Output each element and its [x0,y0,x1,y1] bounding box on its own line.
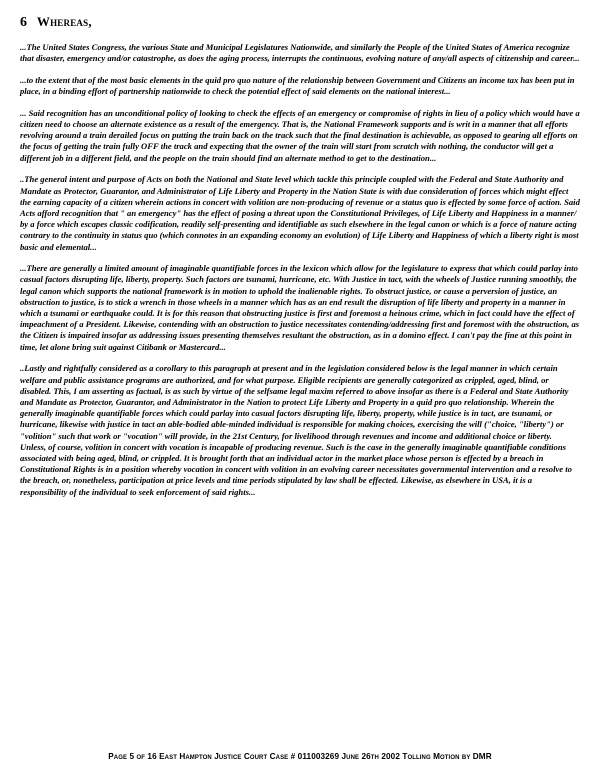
paragraph-2: ...to the extent that of the most basic elements in the quid pro quo nature of the relationship between Government and Citizens an income tax has been put in place, in a binding effort of partnership nationwide to check the potential effect of said elements on the national interest... [20,74,575,97]
paragraph-5: ...There are generally a limited amount of imaginable quantifiable forces in the lexicon which allow for the legislature to express that which could parlay into casual factors disrupting life, liberty, property. Such factors are tsunami, hurricane, etc. With Justice in tact, with the wheels of Justice running smoothly, the legal canon which supports the national framework is in motion to uphold the inalienable rights. To obstruct justice, or cause a perversion of justice, an obstruction to justice, is to stick a wrench in those wheels in a manner which has as an end result the disruption of life liberty and property in a manner in which a tsunami or earthquake could. It is for this reason that obstructing justice is first and foremost a heinous crime, which in fact could have the effect of impeachment of a President. Likewise, contending with an obstruction to justice necessitates contending/addressing first and foremost with the obstruction, as the Citizen is impaired insofar as addressing issues presenting themselves resultant the obstruction, as in a domino effect. I can't pay the fine at this point in time, let alone bring suit against Citibank or Mastercard... [20,263,580,352]
paragraph-4: ..The general intent and purpose of Acts on both the National and State level which tackle this principle coupled with the Federal and State Authority and Mandate as Protector, Guarantor, and Administrator of Life Liberty and Property in the Nation State is with due consideration of forces which might effect the earning capacity of a citizen wherein actions in concert with volition are non-producing of revenue or a status quo is effected by some force of action. Said Acts afford recognition that " an emergency" has the effect of posing a threat upon the Constitutional Privileges, of Life Liberty and Happiness in a manner/ by a force which escapes classic codification, readily self-presenting and identifiable as such elsewhere in the legal canon or which is a force of nature acting contrary to the continuity in status quo (which connotes in an expanding economy an evolution) of Life Liberty and Happiness of which a liberty right is most basic and elemental... [20,174,580,252]
section-heading [20,14,92,31]
section-number: 6 [20,15,28,30]
paragraph-6: ..Lastly and rightfully considered as a corollary to this paragraph at present and in the legislation considered below is the legal manner in which certain welfare and public assistance programs are authorized, and for what purpose. Eligible recipients are generally categorized as crippled, aged, blind, or disabled. This, I am asserting as factual, is as such by virtue of the selfsame legal maxim referred to above insofar as there is a Federal and State Authority and Mandate as Protector, Guarantor, and Administrator in the Nation to protect Life Liberty and Property in a quid pro quo relationship. Wherein the generally imaginable quantifiable forces which could parlay into casual factors disrupting life, liberty, property, while justice is in tact, are tsunami, or hurricane, likewise with justice in tact an able-bodied able-minded individual is responsible for making choices, exercising the will ("choice, "liberty") or "volition" such that work or "vocation" will provide, in the 21st Century, for livelihood through revenues and income and additional choice or liberty. Unless, of course, volition in concert with vocation is incapable of producing revenue. Such is the case in the generally imaginable quantifiable conditions associated with being aged, blind, or crippled. It is brought forth that an individual actor in the market place whose person is effected by a breach in Constitutional Rights is in a position whereby vocation in concert with volition in an evolving career necessitates governmental intervention and a resolve to the breach, or, nonetheless, participation at price levels and time periods stipulated by law shall be effected. Likewise, as elsewhere in USA, it is a responsibility of the individual to seek enforcement of said rights... [20,363,572,497]
paragraph-3: ... Said recognition has an unconditional policy of looking to check the effects of an emergency or compromise of rights in lieu of a policy which would have a citizen need to choose an alternate existence as a result of the emergency. That is, the National Framework supports and is writ in a manner that all efforts revolving around a train derailed focus on putting the train back on the track such that the final destination is achievable, as opposed to gearing all efforts on the focus of getting the train fully OFF the track and expecting that the owner of the train will start from scratch with nothing, the conductor will get a different job in a different field, and the people on the train should find an alternate method to get to the destination... [20,107,580,163]
paragraph-1: ...The United States Congress, the various State and Municipal Legislatures Nationwide, and similarly the People of the United States of America recognize that disaster, emergency and/or catastrophe, as does the aging process, interrupts the continuous, evolving nature of any/all aspects of citizenship and career... [20,42,580,64]
section-title: Whereas, [36,14,92,29]
document-body [20,42,580,508]
page-footer: Page 5 of 16 East Hampton Justice Court Case # 011003269 June 26th 2002 Tolling Motion by DMR [108,752,492,761]
